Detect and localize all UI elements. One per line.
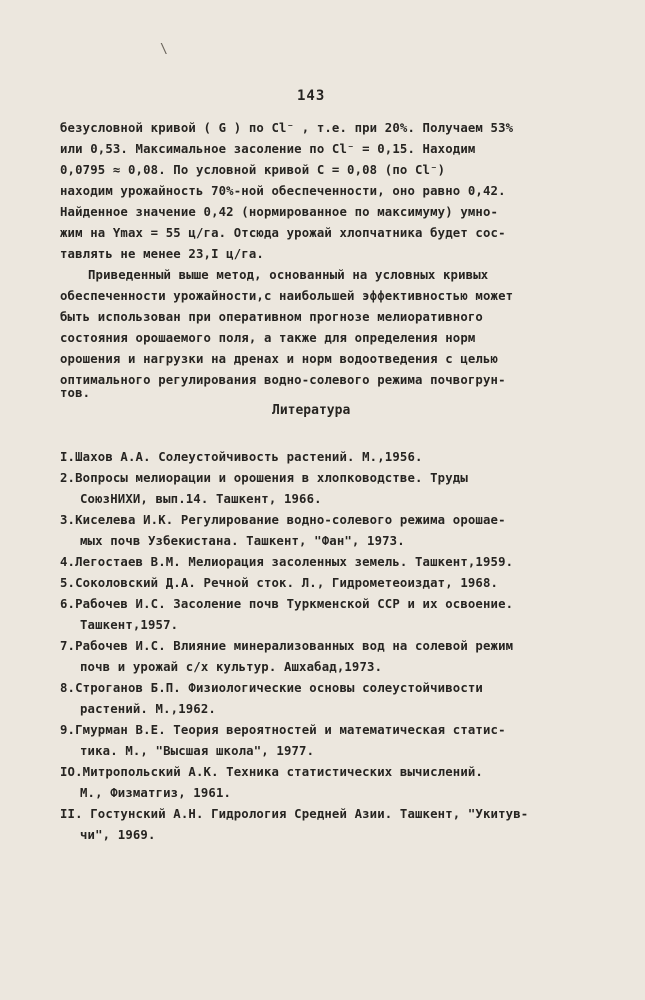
reference-line: почв и урожай с/х культур. Ашхабад,1973. xyxy=(80,660,383,674)
body-line: орошения и нагрузки на дренах и норм водоотведения с целью xyxy=(60,352,499,366)
reference-line: 3.Киселева И.К. Регулирование водно-солевого режима орошае- xyxy=(60,513,506,527)
reference-line: М., Физматгиз, 1961. xyxy=(80,786,232,800)
body-line: находим урожайность 70%-ной обеспеченности, оно равно 0,42. xyxy=(60,184,506,198)
body-line: жим на Ymax = 55 ц/га. Отсюда урожай хлопчатника будет сос- xyxy=(60,226,506,240)
reference-line: 9.Гмурман В.Е. Теория вероятностей и математическая статис- xyxy=(60,723,506,737)
reference-line: IO.Митропольский А.К. Техника статистических вычислений. xyxy=(60,765,483,779)
reference-line: Ташкент,1957. xyxy=(80,618,179,632)
reference-line: растений. М.,1962. xyxy=(80,702,216,716)
reference-line: 8.Строганов Б.П. Физиологические основы солеустойчивости xyxy=(60,681,483,695)
reference-line: тика. М., "Высшая школа", 1977. xyxy=(80,744,315,758)
body-line: 0,0795 ≈ 0,08. По условной кривой С = 0,08 (по Cl⁻) xyxy=(60,163,446,177)
reference-line: 6.Рабочев И.С. Засоление почв Туркменской ССР и их освоение. xyxy=(60,597,514,611)
body-line: тов. xyxy=(60,386,91,400)
references-heading: Литература xyxy=(272,403,351,418)
reference-line: 5.Соколовский Д.А. Речной сток. Л., Гидрометеоиздат, 1968. xyxy=(60,576,499,590)
reference-line: чи", 1969. xyxy=(80,828,156,842)
page-number: 143 xyxy=(297,88,326,104)
reference-line: 2.Вопросы мелиорации и орошения в хлопководстве. Труды xyxy=(60,471,468,485)
reference-line: СоюзНИХИ, вып.14. Ташкент, 1966. xyxy=(80,492,322,506)
reference-line: I.Шахов А.А. Солеустойчивость растений. М.,1956. xyxy=(60,450,423,464)
body-line: Найденное значение 0,42 (нормированное по максимуму) умно- xyxy=(60,205,499,219)
body-line: обеспеченности урожайности,с наибольшей эффективностью может xyxy=(60,289,514,303)
reference-line: 7.Рабочев И.С. Влияние минерализованных вод на солевой режим xyxy=(60,639,514,653)
reference-line: мых почв Узбекистана. Ташкент, "Фан", 1973. xyxy=(80,534,405,548)
body-line: оптимального регулирования водно-солевого режима почвогрун- xyxy=(60,373,506,387)
body-line: или 0,53. Максимальное засоление по Cl⁻ = 0,15. Находим xyxy=(60,142,476,156)
reference-line: II. Гостунский А.Н. Гидрология Средней Азии. Ташкент, "Укитув- xyxy=(60,807,529,821)
body-line: быть использован при оперативном прогнозе мелиоративного xyxy=(60,310,483,324)
body-line: состояния орошаемого поля, а также для определения норм xyxy=(60,331,476,345)
reference-line: 4.Легостаев В.М. Мелиорация засоленных земель. Ташкент,1959. xyxy=(60,555,514,569)
body-line: тавлять не менее 23,I ц/га. xyxy=(60,247,264,261)
body-line: безусловной кривой ( G ) по Cl⁻ , т.е. при 20%. Получаем 53% xyxy=(60,121,514,135)
scan-mark: \ xyxy=(160,42,168,57)
body-line: Приведенный выше метод, основанный на условных кривых xyxy=(88,268,489,282)
